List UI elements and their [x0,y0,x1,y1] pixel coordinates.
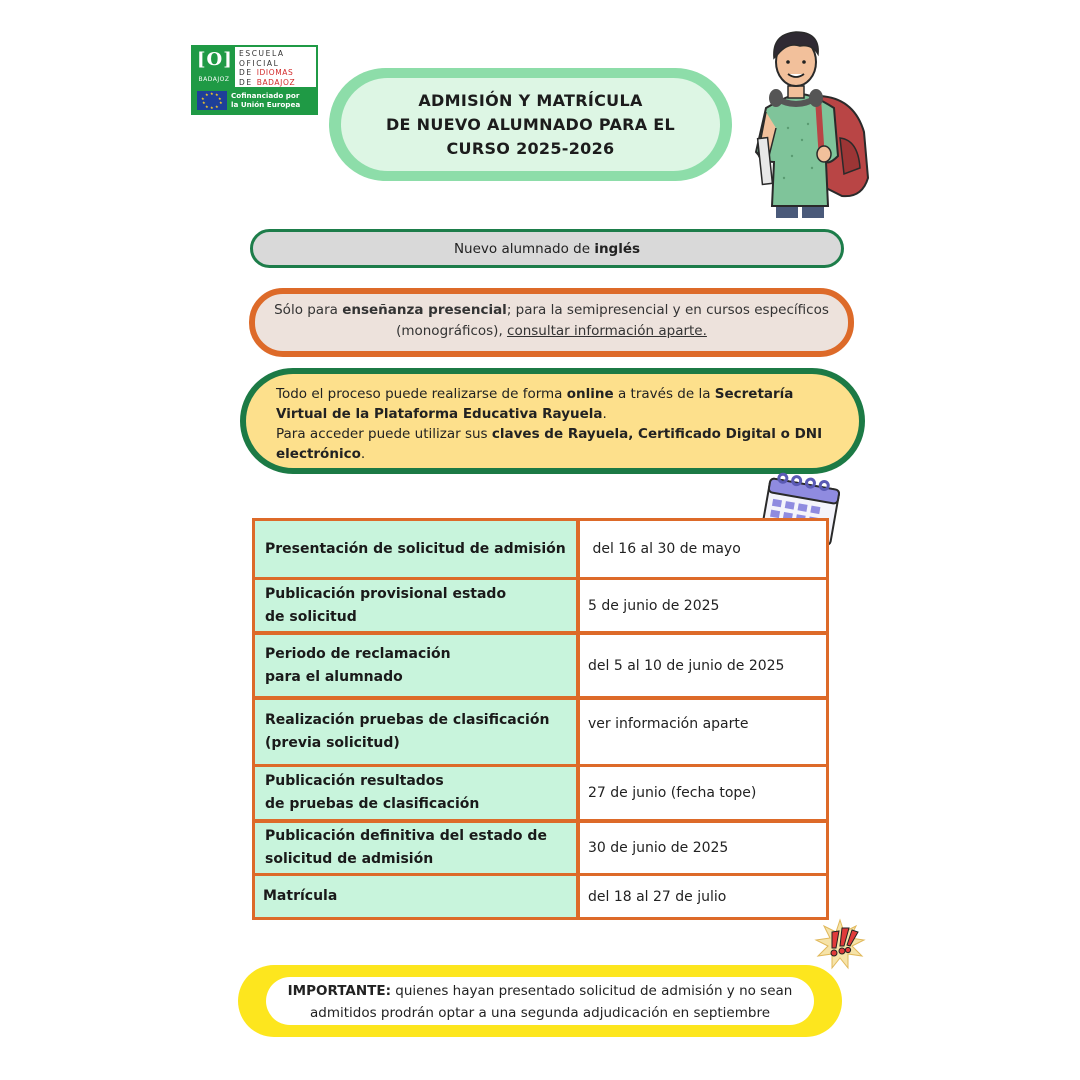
logo-city: BADAJOZ [198,76,230,83]
presencial-text-3: (monográficos), [396,323,508,339]
table-row [255,700,826,764]
online-text-2c: electrónico [276,446,361,462]
logo-line-1: ESCUELA [239,49,285,58]
online-text-1d: Secretaría [714,386,794,402]
schedule-date: 5 de junio de 2025 [580,580,826,631]
schedule-date: ver información aparte [580,700,826,764]
schedule-date: 27 de junio (fecha tope) [580,767,826,819]
online-text-1c: a través de la [613,386,715,402]
online-text-2b: claves de Rayuela, Certificado Digital o DNI [491,426,823,442]
schedule-step: Realización pruebas de clasificación (previa solicitud) [255,700,576,764]
presencial-bold: enseñanza presencial [342,302,507,318]
schedule-step: Publicación provisional estado de solicitud [255,580,576,631]
language-notice-language: inglés [594,240,641,257]
table-row [255,876,826,917]
schedule-step: Presentación de solicitud de admisión [255,521,576,577]
online-text-2d: . [360,446,366,462]
important-line-1: quienes hayan presentado solicitud de admisión y no sean [391,983,793,999]
table-row [255,521,826,577]
eu-line-1: Cofinanciado por [231,91,300,100]
student-illustration [742,28,872,218]
schedule-step: Publicación definitiva del estado de solicitud de admisión [255,823,576,873]
consult-info-link[interactable]: consultar información aparte. [507,323,707,339]
eu-cofinancing-text [231,91,300,109]
schedule-step: Periodo de reclamación para el alumnado [255,635,576,696]
logo-mark: [O] [197,49,233,70]
page-title: ADMISIÓN Y MATRÍCULA DE NUEVO ALUMNADO PARA EL CURSO 2025-2026 [385,90,676,158]
table-row [255,823,826,873]
eu-line-2: la Unión Europea [231,100,301,109]
online-text-1b: online [566,386,614,402]
logo-line-4b: BADAJOZ [256,77,296,87]
table-row [255,580,826,631]
eu-flag-icon: ★ ★ ★ ★ ★ ★ ★ ★ ★ ★ [197,91,227,110]
schedule-step: Matrícula [255,876,576,917]
online-text-1f: . [602,406,607,422]
logo-line-2: OFICIAL [239,58,280,68]
logo-line-3b: IDIOMAS [256,68,294,77]
language-notice [250,229,844,268]
schedule-date: del 18 al 27 de julio [580,876,826,917]
online-text-1e: Virtual de la Plataforma Educativa Rayuela [276,406,603,422]
presencial-text-1: Sólo para [274,302,343,318]
online-text-2a: Para acceder puede utilizar sus [276,426,492,442]
schedule-step: Publicación resultados de pruebas de clasificación [255,767,576,819]
presencial-text-2: ; para la semipresencial y en cursos específicos [506,302,829,318]
online-process-notice [240,368,865,474]
exclamation-icon [812,916,868,972]
language-notice-prefix: Nuevo alumnado de [453,240,595,257]
logo-school-name [239,49,295,87]
schedule-date: del 16 al 30 de mayo [580,521,826,577]
important-notice [238,965,842,1037]
schedule-date: del 5 al 10 de junio de 2025 [580,635,826,696]
table-row [255,767,826,819]
logo-line-4a: DE [239,77,253,87]
online-text-1a: Todo el proceso puede realizarse de forma [276,386,567,402]
important-label: IMPORTANTE: [287,983,391,999]
logo-line-3a: DE [239,68,253,77]
important-line-2: admitidos prodrán optar a una segunda adjudicación en septiembre [309,1005,771,1021]
schedule-date: 30 de junio de 2025 [580,823,826,873]
school-logo [191,45,318,115]
schedule-table [252,518,829,920]
presencial-notice [249,288,854,357]
table-row [255,635,826,696]
title-banner [329,68,732,181]
logo-emblem [193,47,235,87]
